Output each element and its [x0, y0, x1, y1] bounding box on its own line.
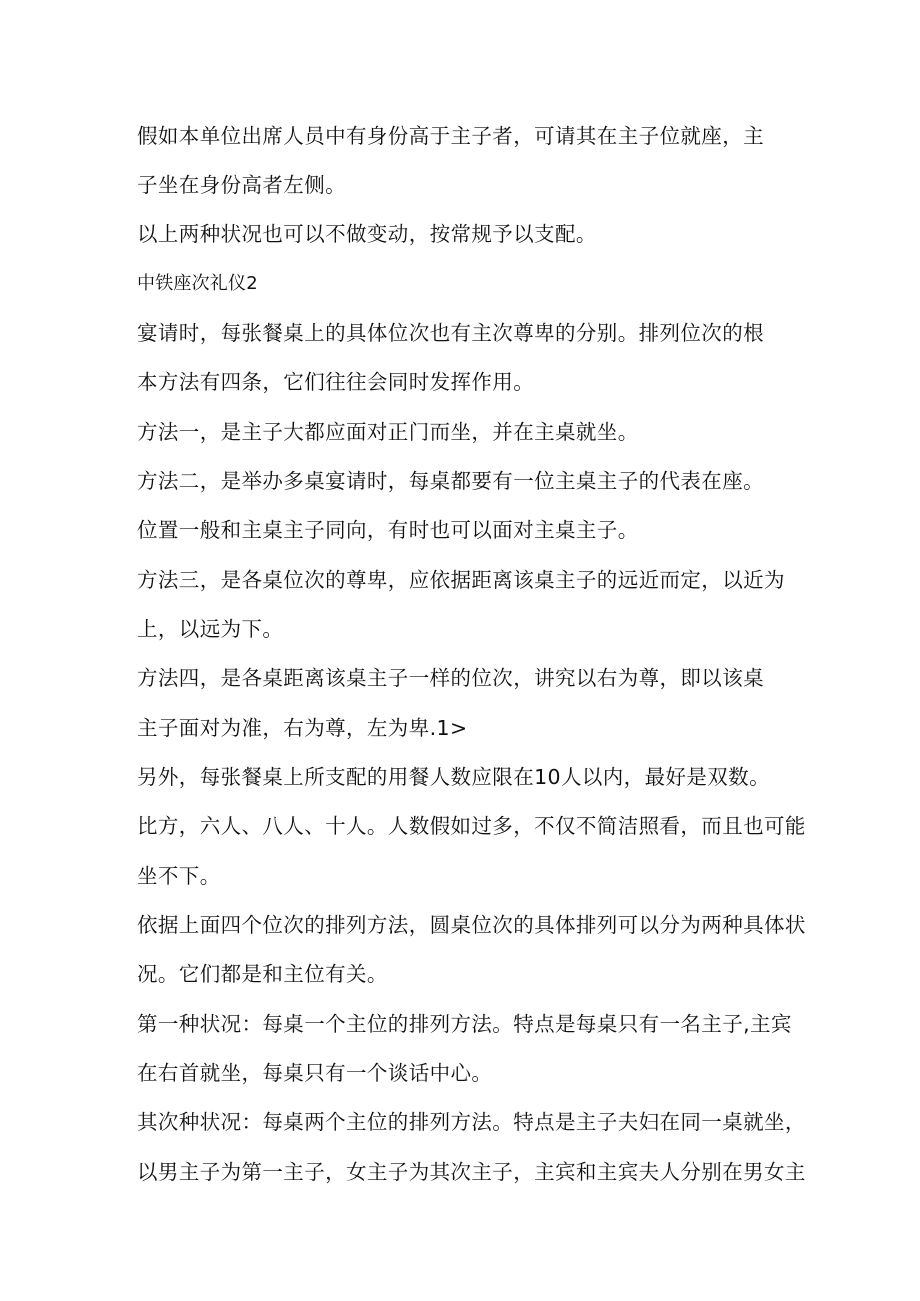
text-line: 另外，每张餐桌上所支配的用餐人数应限在10人以内，最好是双数。: [137, 765, 770, 789]
text-line: 以男主子为第一主子，女主子为其次主子，主宾和主宾夫人分别在男女主: [137, 1160, 806, 1184]
text-line: 在右首就坐，每桌只有一个谈话中心。: [137, 1061, 493, 1085]
text-line: 依据上面四个位次的排列方法，圆桌位次的具体排列可以分为两种具体状: [137, 913, 806, 937]
text-line: 宴请时，每张餐桌上的具体位次也有主次尊卑的分别。排列位次的根: [137, 321, 764, 345]
text-line: 坐不下。: [137, 864, 221, 888]
text-line: 位置一般和主桌主子同向，有时也可以面对主桌主子。: [137, 518, 639, 542]
text-line: 主子面对为准，右为尊，左为卑.1>: [137, 716, 468, 740]
text-line: 第一种状况：每桌一个主位的排列方法。特点是每桌只有一名主子,主宾: [137, 1012, 792, 1036]
text-line: 以上两种状况也可以不做变动，按常规予以支配。: [137, 222, 597, 246]
text-line: 上，以远为下。: [137, 617, 284, 641]
text-line: 本方法有四条，它们往往会同时发挥作用。: [137, 370, 535, 394]
text-line: 假如本单位出席人员中有身份高于主子者，可请其在主子位就座，主: [137, 124, 764, 148]
text-line: 比方，六人、八人、十人。人数假如过多，不仅不简洁照看，而且也可能: [137, 814, 806, 838]
text-line: 子坐在身份高者左侧。: [137, 173, 346, 197]
text-line: 方法四，是各桌距离该桌主子一样的位次，讲究以右为尊，即以该桌: [137, 666, 764, 690]
text-line: 方法一，是主子大都应面对正门而坐，并在主桌就坐。: [137, 420, 639, 444]
text-line: 方法二，是举办多桌宴请时，每桌都要有一位主桌主子的代表在座。: [137, 469, 764, 493]
section-heading: 中铁座次礼仪2: [137, 273, 258, 294]
text-line: 其次种状况：每桌两个主位的排列方法。特点是主子夫妇在同一桌就坐，: [137, 1110, 806, 1134]
text-line: 况。它们都是和主位有关。: [137, 962, 388, 986]
text-line: 方法三，是各桌位次的尊卑，应依据距离该桌主子的远近而定，以近为: [137, 568, 785, 592]
